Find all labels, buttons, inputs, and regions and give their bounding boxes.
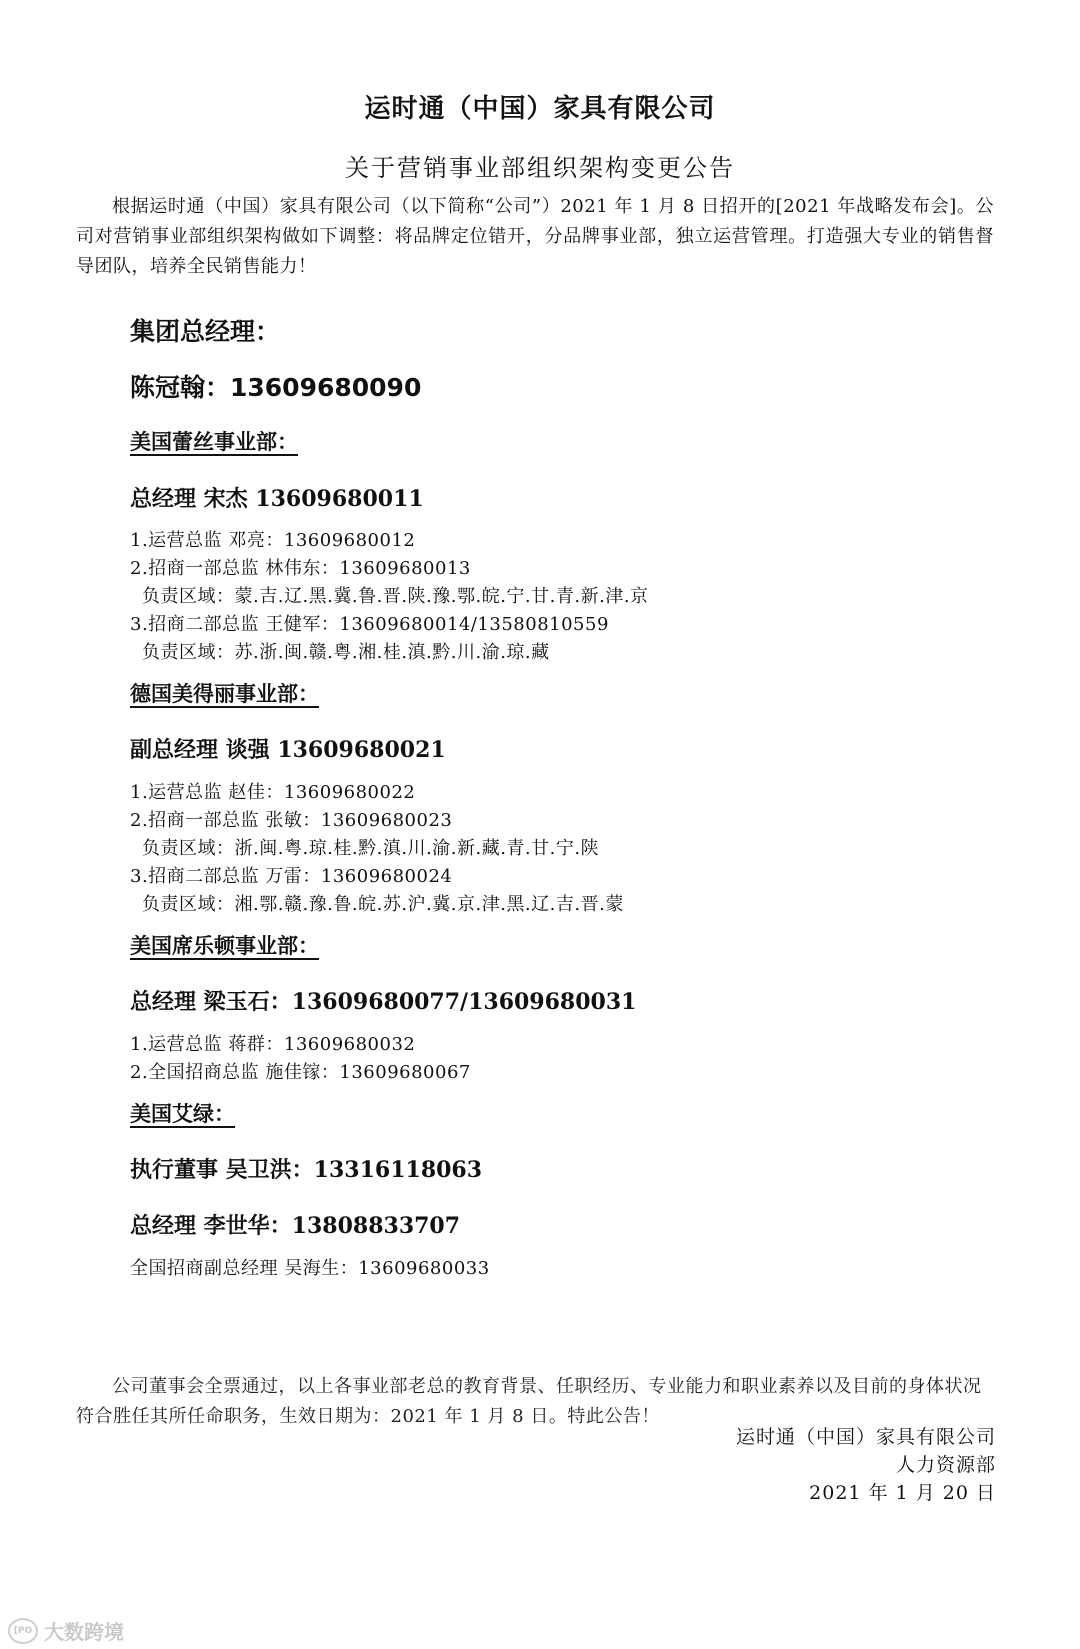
company-title: 运时通（中国）家具有限公司 xyxy=(364,94,716,124)
division-title-ailv: 美国艾绿： xyxy=(130,1101,235,1126)
region-line: 负责区域：蒙.吉.辽.黑.冀.鲁.晋.陕.豫.鄂.皖.宁.甘.青.新.津.京 xyxy=(142,586,649,607)
division-title-meideli: 德国美得丽事业部： xyxy=(130,681,319,706)
staff-line: 3.招商二部总监 万雷：13609680024 xyxy=(130,866,453,887)
division-title-sealton: 美国席乐顿事业部： xyxy=(130,933,319,958)
intro-paragraph: 根据运时通（中国）家具有限公司（以下简称“公司”）2021 年 1 月 8 日招开的[2021 年战略发布会]。公司对营销事业部组织架构做如下调整：将品牌定位错开，分品牌事业部，独立运营管理。打造强大专业的销售督导团队，培养全民销售能力！ xyxy=(76,196,994,277)
region-line: 负责区域：湘.鄂.赣.豫.鲁.皖.苏.沪.冀.京.津.黑.辽.吉.晋.蒙 xyxy=(142,894,624,915)
division-manager-sealton: 总经理 梁玉石：13609680077/13609680031 xyxy=(130,989,637,1015)
division-manager-meideli: 副总经理 谈强 13609680021 xyxy=(130,737,446,763)
group-gm-heading: 集团总经理： xyxy=(130,317,281,346)
announcement-subject: 关于营销事业部组织架构变更公告 xyxy=(345,154,735,182)
staff-line: 1.运营总监 蒋群：13609680032 xyxy=(130,1034,416,1055)
watermark xyxy=(8,1616,124,1645)
signature-company: 运时通（中国）家具有限公司 xyxy=(735,1426,996,1448)
watermark-logo-icon: [PO xyxy=(8,1618,38,1644)
staff-line: 2.招商一部总监 林伟东：13609680013 xyxy=(130,558,471,579)
staff-line: 1.运营总监 赵佳：13609680022 xyxy=(130,782,416,803)
closing-paragraph: 公司董事会全票通过，以上各事业部老总的教育背景、任职经历、专业能力和职业素养以及目前的身体状况符合胜任其所任命职务，生效日期为：2021 年 1 月 8 日。特此公告！ xyxy=(76,1376,982,1427)
region-line: 负责区域：苏.浙.闽.赣.粤.湘.桂.滇.黔.川.渝.琼.藏 xyxy=(142,642,550,663)
watermark-text: 大数跨境 xyxy=(44,1620,124,1644)
division-manager-lace: 总经理 宋杰 13609680011 xyxy=(130,486,424,512)
staff-line: 2.招商一部总监 张敏：13609680023 xyxy=(130,810,453,831)
staff-line: 全国招商副总经理 吴海生：13609680033 xyxy=(130,1258,490,1279)
group-gm-person: 陈冠翰：13609680090 xyxy=(130,373,422,402)
signature-department: 人力资源部 xyxy=(895,1454,996,1476)
staff-line: 2.全国招商总监 施佳镓：13609680067 xyxy=(130,1062,471,1083)
region-line: 负责区域：浙.闽.粤.琼.桂.黔.滇.川.渝.新.藏.青.甘.宁.陕 xyxy=(142,838,600,859)
staff-line: 3.招商二部总监 王健军：13609680014/13580810559 xyxy=(130,614,609,635)
division-title-lace: 美国蕾丝事业部： xyxy=(130,429,298,454)
signature-date: 2021 年 1 月 20 日 xyxy=(809,1482,996,1504)
division-executive-ailv: 执行董事 吴卫洪：13316118063 xyxy=(130,1157,483,1183)
division-manager-ailv: 总经理 李世华：13808833707 xyxy=(130,1213,461,1239)
staff-line: 1.运营总监 邓亮：13609680012 xyxy=(130,530,416,551)
